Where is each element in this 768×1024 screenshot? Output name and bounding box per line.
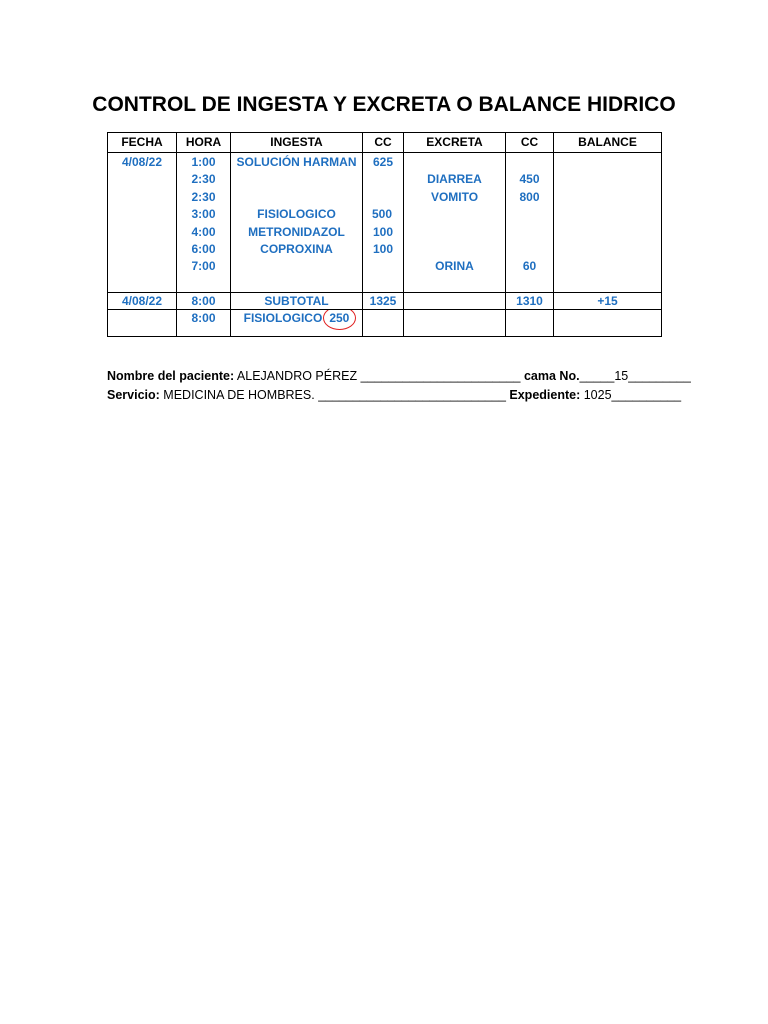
excreta-item: ORINA [435,259,474,274]
last-ingesta-cc [363,310,404,337]
bed-label: cama No. [523,369,580,383]
ingesta-cc-value: 100 [372,241,394,256]
ingesta-cc-value [363,171,403,188]
ingesta-item [231,189,362,206]
last-ingesta [231,310,363,337]
ingesta-item: SOLUCIÓN HARMAN [236,155,357,169]
excreta-item [404,206,505,223]
hora-value: 2:30 [191,172,216,187]
service-value: MEDICINA DE HOMBRES. [163,388,315,402]
fecha-value: 4/08/22 [121,155,163,169]
last-excreta-cc [506,310,554,337]
last-excreta [404,310,506,337]
excreta-cc-value [506,154,553,171]
table-row-main [108,153,662,293]
excreta-cc-value [506,241,553,258]
table-row-last [108,310,662,337]
hora-value: 3:00 [191,207,216,222]
excreta-cc-value [506,224,553,241]
subtotal-fecha: 4/08/22 [108,293,177,310]
record-label: Expediente: [509,388,581,402]
excreta-cc-value: 60 [522,259,537,274]
header-hora: HORA [177,133,231,153]
header-excreta: EXCRETA [404,133,506,153]
ingesta-item: COPROXINA [260,241,333,256]
header-ingesta: INGESTA [231,133,363,153]
record-blank: __________ [611,388,682,402]
cell-horas [177,153,231,293]
service-label: Servicio: [107,388,160,402]
ingesta-item: FISIOLOGICO [257,207,336,222]
patient-name-value: ALEJANDRO PÉREZ [236,369,358,383]
table-row-subtotal [108,293,662,310]
excreta-item [404,241,505,258]
hora-value: 1:00 [191,155,216,169]
header-ingesta-cc: CC [363,133,404,153]
subtotal-balance: +15 [554,293,662,310]
header-excreta-cc: CC [506,133,554,153]
page-title: CONTROL DE INGESTA Y EXCRETA O BALANCE HIDRICO [92,93,676,116]
ingesta-cc-value: 625 [372,155,394,169]
bed-blank-pre: _____ [579,369,615,383]
bed-value: 15 [614,369,629,383]
hora-value: 7:00 [191,259,216,274]
cell-fecha [108,153,177,293]
service-line [107,388,681,402]
header-balance: BALANCE [554,133,662,153]
last-ingesta-label: FISIOLOGICO [243,311,323,325]
bed-blank-post: _________ [628,369,691,383]
subtotal-label: SUBTOTAL [231,293,363,310]
cell-excreta [404,153,506,293]
header-row [108,133,662,153]
balance-table [107,132,662,337]
ingesta-item [231,171,362,188]
service-blank: ___________________________ [318,388,506,402]
hora-value: 6:00 [191,241,216,256]
ingesta-item: METRONIDAZOL [248,224,345,239]
header-fecha: FECHA [108,133,177,153]
excreta-cc-value: 450 [519,172,540,187]
subtotal-excreta [404,293,506,310]
cell-ingesta [231,153,363,293]
excreta-item: VOMITO [430,189,479,204]
excreta-item [404,154,505,171]
cell-excreta-cc [506,153,554,293]
excreta-item: DIARREA [427,172,482,187]
patient-name-line [107,369,691,383]
ingesta-cc-value: 500 [371,207,393,222]
cell-balance [554,153,662,293]
ingesta-cc-value [363,189,403,206]
patient-name-blank: _______________________ [360,369,521,383]
last-hora: 8:00 [177,310,231,337]
ingesta-cc-value: 100 [372,224,394,239]
subtotal-excreta-cc: 1310 [506,293,554,310]
hora-value: 4:00 [191,224,216,239]
subtotal-ingesta-cc: 1325 [363,293,404,310]
excreta-cc-value [506,206,553,223]
ingesta-item [231,258,362,275]
last-balance [554,310,662,337]
hora-value: 2:30 [191,189,216,204]
patient-name-label: Nombre del paciente: [107,369,235,383]
excreta-item [404,224,505,241]
excreta-cc-value: 800 [519,189,540,204]
ingesta-cc-value [363,258,403,275]
cell-ingesta-cc [363,153,404,293]
subtotal-hora: 8:00 [177,293,231,310]
record-value: 1025 [583,388,612,402]
last-fecha [108,310,177,337]
circled-value: 250 [329,311,350,325]
